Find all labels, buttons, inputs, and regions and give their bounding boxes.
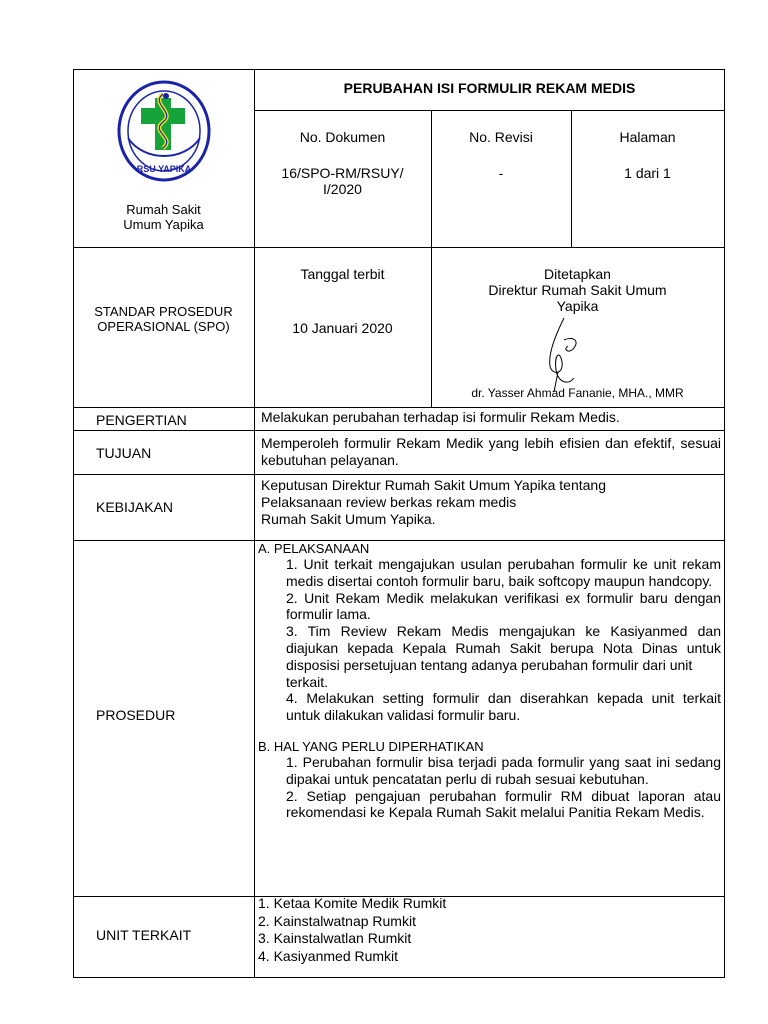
prosedur-a-heading: A. PELAKSANAAN (258, 542, 370, 556)
halaman-label: Halaman (619, 129, 676, 145)
tujuan-label: TUJUAN (96, 445, 152, 461)
ditetapkan-line3: Yapika (556, 298, 599, 314)
hospital-name (73, 202, 254, 232)
prosedur-a-item: 1. Unit terkait mengajukan usulan perubahan formulir ke unit rekam medis disertai contoh formulir baru, baik softcopy maupun handcopy. (286, 556, 721, 589)
spo-line1: STANDAR PROSEDUR (94, 304, 233, 319)
no-dokumen-value-line2: I/2020 (323, 181, 362, 197)
no-dokumen-label: No. Dokumen (299, 129, 386, 145)
list-item: 2. Kainstalwatnap Rumkit (258, 912, 416, 929)
list-item: 4. Kasiyanmed Rumkit (258, 947, 399, 964)
no-revisi-value: - (498, 165, 504, 181)
hospital-logo (114, 78, 214, 184)
prosedur-a-item: 2. Unit Rekam Medik melakukan verifikasi ex formulir baru dengan formulir lama. (286, 589, 721, 623)
prosedur-a-item: 3. Tim Review Rekam Medis mengajukan ke Kasiyanmed dan diajukan kepada Kepala Rumah Sakit berupa Nota Dinas untuk disposisi persetujuan tentang adanya perubahan formulir dari unit (286, 623, 721, 673)
kebijakan-label: KEBIJAKAN (96, 499, 174, 515)
tanggal-terbit-value: 10 Januari 2020 (292, 320, 393, 336)
kebijakan-text (261, 477, 721, 528)
no-revisi-label: No. Revisi (469, 129, 533, 145)
no-dokumen-value-line1: 16/SPO-RM/RSUY/ (281, 165, 404, 181)
prosedur-text (258, 542, 721, 897)
prosedur-b-item: 2. Setiap pengajuan perubahan formulir RM dibuat laporan atau rekomendasi ke Kepala Rumah Sakit melalui Panitia Rekam Medis. (286, 787, 721, 821)
spo-label (73, 304, 254, 334)
ditetapkan-line2: Direktur Rumah Sakit Umum (488, 282, 667, 298)
hospital-name-line1: Rumah Sakit (126, 202, 201, 217)
pengertian-text: Melakukan perubahan terhadap isi formulir Rekam Medis. (261, 409, 620, 425)
kebijakan-line3: Rumah Sakit Umum Yapika. (261, 511, 436, 527)
document-title: PERUBAHAN ISI FORMULIR REKAM MEDIS (343, 80, 636, 96)
halaman-value: 1 dari 1 (624, 165, 671, 181)
pengertian-label: PENGERTIAN (96, 412, 187, 428)
prosedur-label: PROSEDUR (96, 707, 176, 723)
tujuan-text: Memperoleh formulir Rekam Medik yang lebih efisien dan efektif, sesuai kebutuhan pelayanan. (261, 435, 721, 468)
spo-line2: OPERASIONAL (SPO) (97, 319, 230, 334)
list-item: 3. Kainstalwatlan Rumkit (258, 930, 412, 946)
prosedur-a-item: 4. Melakukan setting formulir dan diserahkan kepada unit terkait untuk dilakukan validasi formulir baru. (286, 690, 721, 724)
prosedur-b-item: 1. Perubahan formulir bisa terjadi pada formulir yang saat ini sedang dipakai untuk pencatatan perlu di rubah sesuai kebutuhan. (286, 753, 721, 787)
tanggal-terbit-label: Tanggal terbit (300, 266, 385, 282)
signatory-name: dr. Yasser Ahmad Fananie, MHA., MMR (471, 386, 684, 400)
hospital-name-line2: Umum Yapika (123, 217, 204, 232)
unit-terkait-label: UNIT TERKAIT (96, 927, 192, 943)
prosedur-b-heading: B. HAL YANG PERLU DIPERHATIKAN (258, 738, 484, 754)
logo-text: RSU YAPIKA (136, 164, 192, 174)
signature (534, 314, 594, 394)
kebijakan-line1: Keputusan Direktur Rumah Sakit Umum Yapika tentang (261, 477, 606, 493)
prosedur-a-item: terkait. (286, 673, 329, 690)
unit-terkait-list (258, 895, 721, 965)
ditetapkan-line1: Ditetapkan (544, 266, 611, 282)
no-dokumen-value (254, 165, 431, 197)
kebijakan-line2: Pelaksanaan review berkas rekam medis (261, 494, 517, 510)
ditetapkan-block (431, 266, 724, 314)
list-item: 1. Ketaa Komite Medik Rumkit (258, 895, 447, 911)
